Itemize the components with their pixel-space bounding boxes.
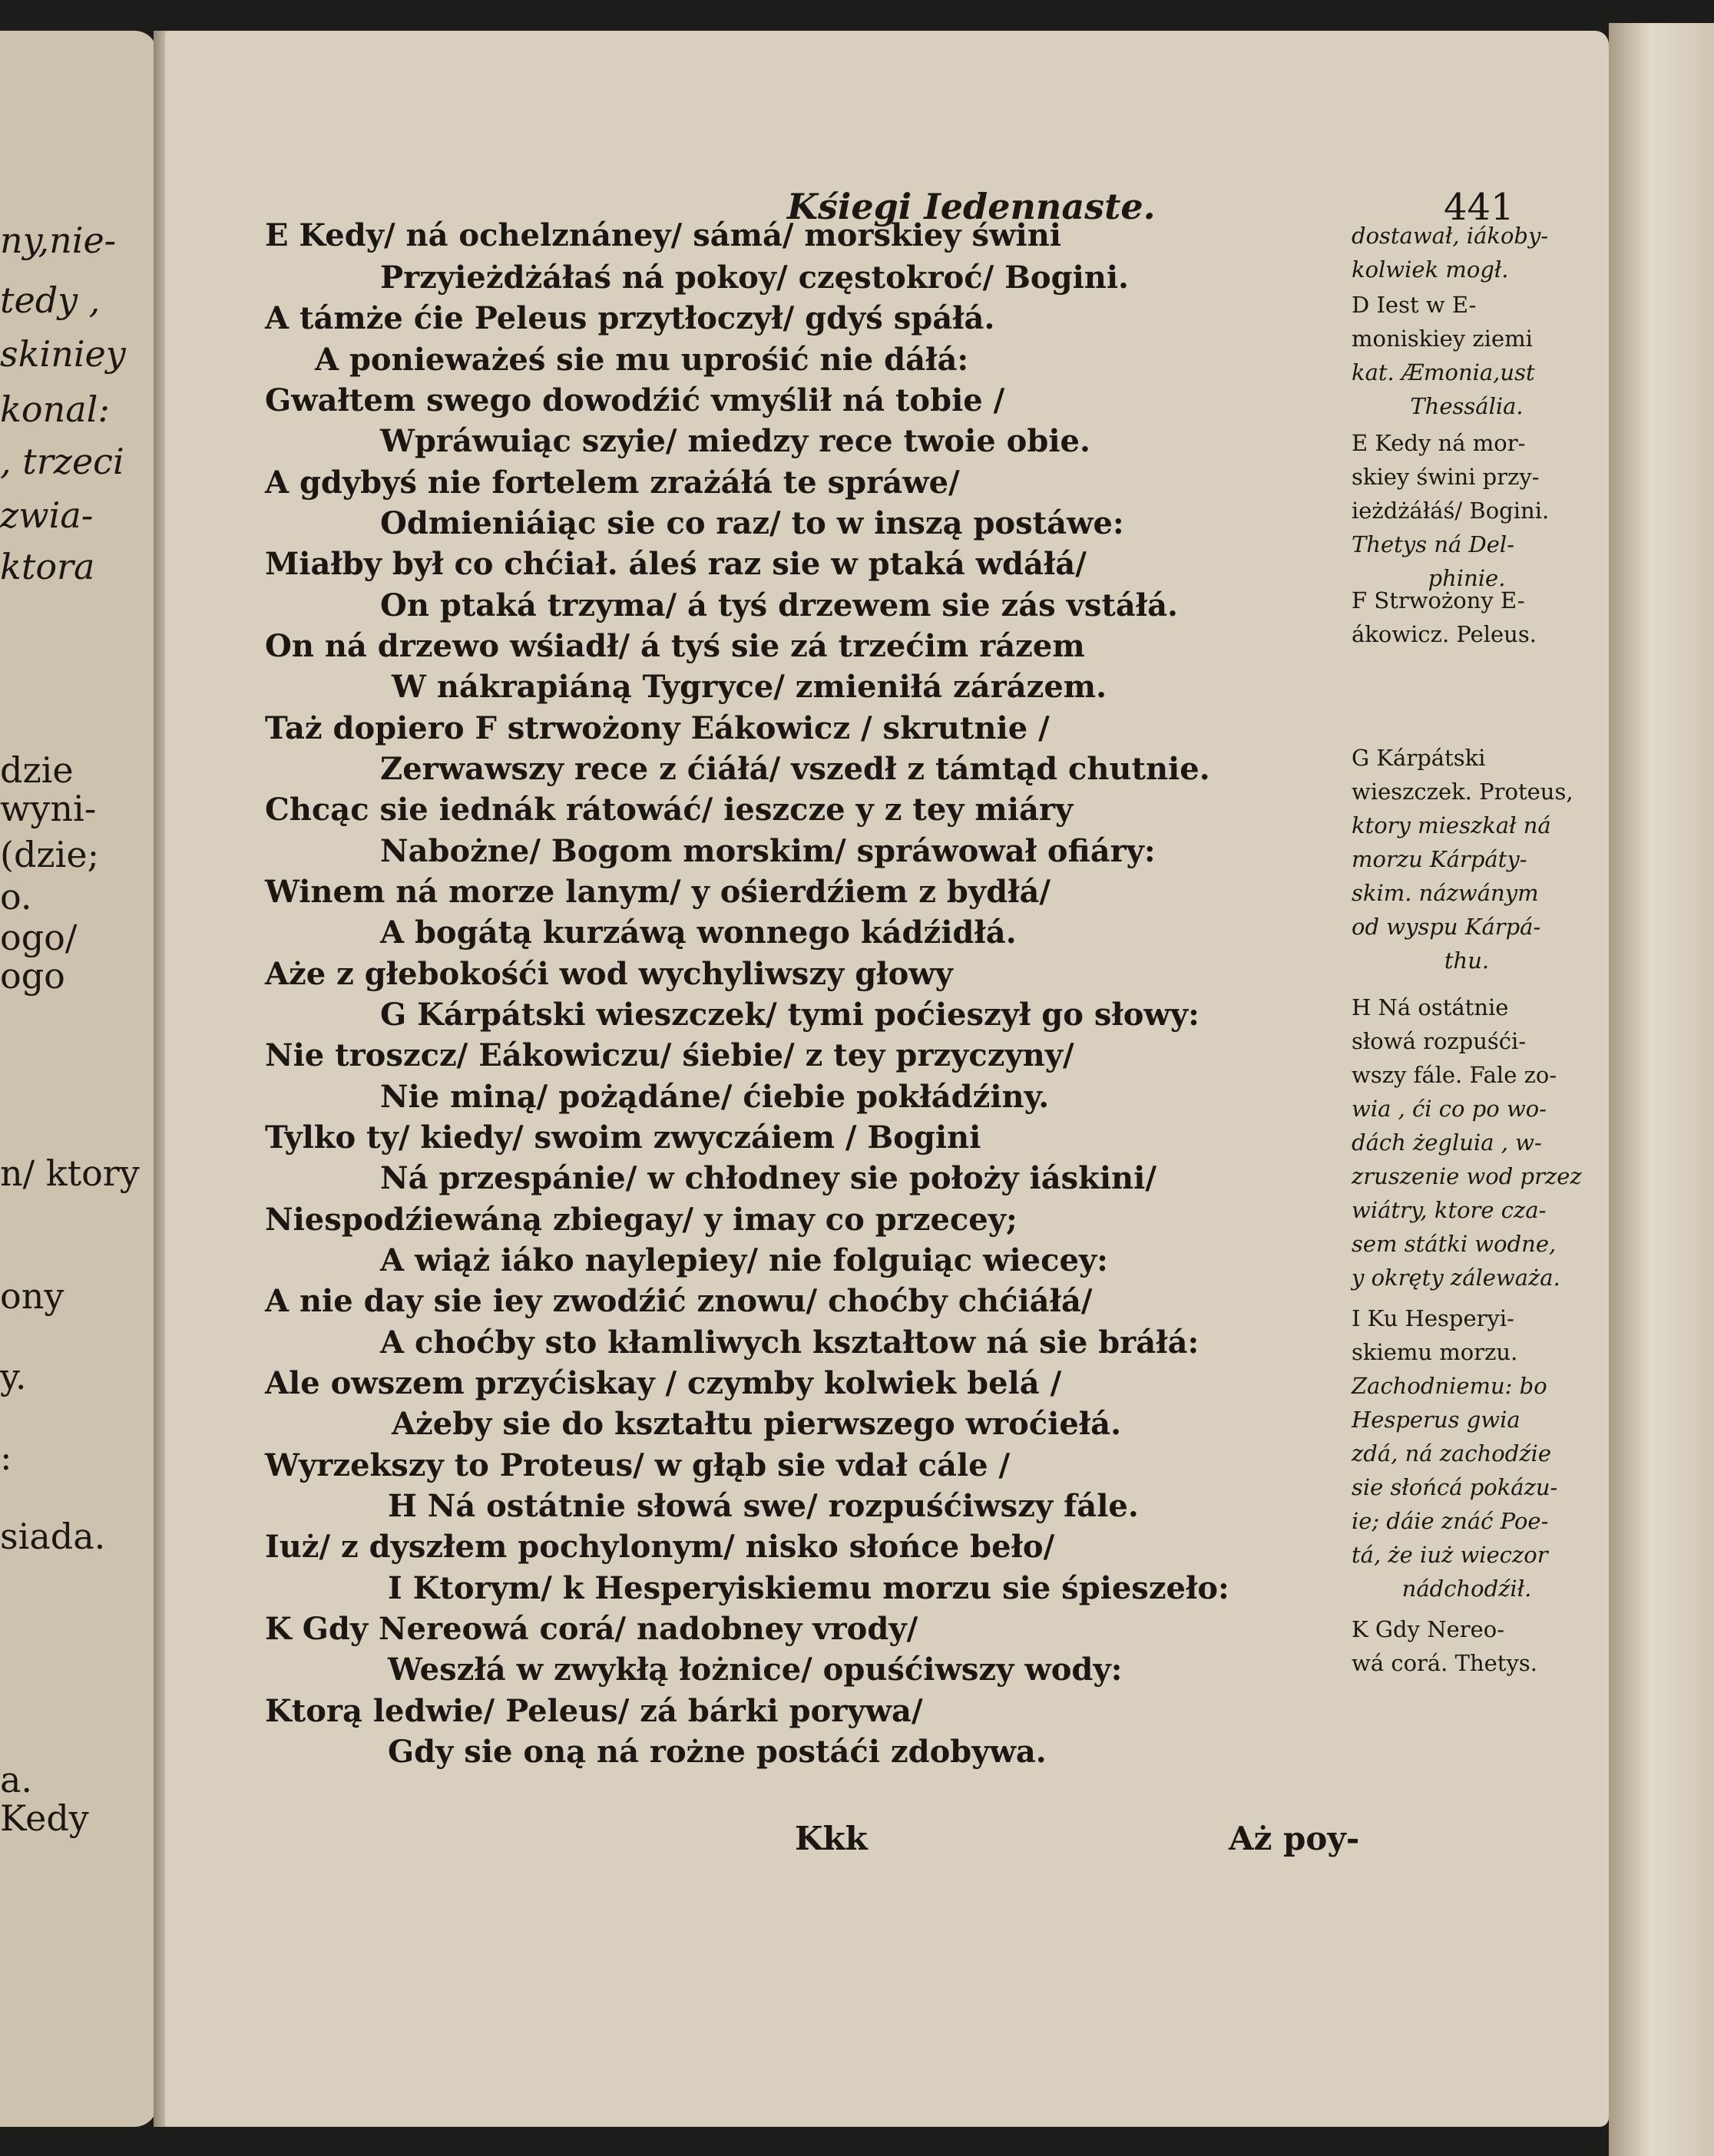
gloss-note <box>1352 219 1582 286</box>
left-page-line: y. <box>0 1356 27 1397</box>
gloss-line: ieżdżáłáś/ Bogini. <box>1352 498 1550 524</box>
gloss-line: dách żegluia , w- <box>1352 1129 1542 1156</box>
gloss-line: phinie. <box>1428 565 1506 591</box>
gloss-line: D Iest w E- <box>1352 292 1477 318</box>
gloss-line: thu. <box>1444 947 1490 974</box>
gloss-line: ktory mieszkał ná <box>1352 812 1551 838</box>
verse-line: Nabożne/ Bogom morskim/ spráwował ofiáry: <box>380 833 1156 869</box>
verse-line: Ná przespánie/ w chłodney sie położy iáskini/ <box>380 1160 1156 1196</box>
gloss-line: y okręty záleważa. <box>1352 1265 1560 1291</box>
gloss-line: od wyspu Kárpá- <box>1352 914 1541 940</box>
verse-line: G Kárpátski wieszczek/ tymi poćieszył go słowy: <box>380 997 1199 1033</box>
gloss-line: Thetys ná Del- <box>1352 531 1514 557</box>
gloss-line: H Ná ostátnie <box>1352 994 1509 1020</box>
gloss-line: kat. Æmonia,ust <box>1352 359 1535 385</box>
left-page-line: konal: <box>0 389 110 430</box>
gloss-line: I Ku Hesperyi- <box>1352 1305 1514 1331</box>
verse-line: Niespodźiewáną zbiegay/ y imay co przecey; <box>265 1202 1017 1238</box>
verse-line: H Ná ostátnie słowá swe/ rozpuśćiwszy fále. <box>388 1488 1139 1524</box>
left-page-line: ony <box>0 1275 65 1317</box>
verse-line: Iuż/ z dyszłem pochylonym/ nisko słońce beło/ <box>265 1529 1055 1565</box>
page-number: 441 <box>1444 186 1514 229</box>
verse-line: A bogátą kurzáwą wonnego kádźidłá. <box>380 914 1017 951</box>
left-page-line: zwia- <box>0 494 94 536</box>
catchword: Aż poy- <box>1229 1820 1360 1857</box>
gloss-line: moniskiey ziemi <box>1352 326 1533 352</box>
left-page-line: skiniey <box>0 333 126 375</box>
gloss-line: Zachodniemu: bo <box>1352 1373 1547 1399</box>
gloss-note <box>1352 741 1582 977</box>
verse-line: Chcąc sie iednák rátowáć/ ieszcze y z tey miáry <box>265 792 1074 828</box>
gloss-line: wszy fále. Fale zo- <box>1352 1062 1557 1088</box>
verse-line: A gdybyś nie fortelem zrażáłá te spráwe/ <box>265 465 960 501</box>
verse-line: Winem ná morze lanym/ y ośierdźiem z bydłá/ <box>265 874 1051 910</box>
verse-line: A wiąż iáko naylepiey/ nie folguiąc wiecey: <box>380 1242 1108 1278</box>
verse-line: Aże z głebokośći wod wychyliwszy głowy <box>265 956 953 992</box>
verse-line: Taż dopiero F strwożony Eákowicz / skrutnie / <box>265 710 1050 746</box>
gloss-line: wia , ći co po wo- <box>1352 1096 1547 1122</box>
gloss-line: ie; dáie znáć Poe- <box>1352 1508 1549 1534</box>
left-page-line: ktora <box>0 546 95 587</box>
gloss-line: nádchodźił. <box>1401 1576 1532 1602</box>
left-page-line: ny,nie- <box>0 220 117 261</box>
verse-line: Gwałtem swego dowodźić vmyślił ná tobie / <box>265 382 1005 418</box>
gloss-line: tá, że iuż wieczor <box>1352 1542 1548 1568</box>
verse-line: On ná drzewo wśiadł/ á tyś sie zá trzećim rázem <box>265 628 1085 664</box>
gloss-note <box>1352 1612 1582 1680</box>
verse-line: A choćby sto kłamliwych kształtow ná sie bráłá: <box>380 1324 1199 1361</box>
gloss-line: skiemu morzu. <box>1352 1339 1518 1365</box>
gloss-line: wá corá. Thetys. <box>1352 1650 1537 1676</box>
verse-line: Przyieżdżáłaś ná pokoy/ częstokroć/ Bogini. <box>380 260 1129 296</box>
verse-line: Zerwawszy rece z ćiáłá/ vszedł z támtąd chutnie. <box>380 751 1210 787</box>
gloss-line: skim. názwánym <box>1352 880 1539 906</box>
gloss-line: słowá rozpuśći- <box>1352 1028 1527 1054</box>
left-page-line: n/ ktory <box>0 1152 140 1194</box>
gloss-line: sie słońcá pokázu- <box>1352 1474 1558 1500</box>
gloss-line: ákowicz. Peleus. <box>1352 621 1537 647</box>
verse-line: Weszłá w zwykłą łożnice/ opuśćiwszy wody: <box>388 1652 1123 1688</box>
verse-line: Nie troszcz/ Eákowiczu/ śiebie/ z tey przyczyny/ <box>265 1037 1074 1073</box>
gloss-note <box>1352 990 1582 1295</box>
gloss-note <box>1352 288 1582 423</box>
gloss-line: kolwiek mogł. <box>1352 256 1509 283</box>
left-page-line: ogo <box>0 955 65 997</box>
page-edges <box>1609 23 1714 2156</box>
running-header: Kśiegi Iedennaste. <box>787 186 1156 227</box>
gloss-line: G Kárpátski <box>1352 745 1486 771</box>
verse-line: A támże ćie Peleus przytłoczył/ gdyś spáłá. <box>265 300 995 336</box>
gloss-line: Hesperus gwia <box>1352 1407 1520 1433</box>
left-page-line: : <box>0 1437 12 1478</box>
gloss-line: zdá, ná zachodźie <box>1352 1440 1551 1467</box>
left-page-line: wyni- <box>0 788 97 829</box>
verse-line: Ktorą ledwie/ Peleus/ zá bárki porywa/ <box>265 1693 923 1729</box>
gloss-note <box>1352 1301 1582 1605</box>
verse-line: A ponieważeś sie mu uprośić nie dáłá: <box>315 342 969 378</box>
gloss-line: K Gdy Nereo- <box>1352 1616 1505 1642</box>
left-page-line: siada. <box>0 1516 106 1557</box>
left-page-fragment <box>0 31 157 2127</box>
verse-line: A nie day sie iey zwodźić znowu/ choćby chćiáłá/ <box>265 1283 1093 1319</box>
gloss-line: dostawał, iákoby- <box>1352 223 1549 249</box>
verse-line: K Gdy Nereowá corá/ nadobney vrody/ <box>265 1611 918 1647</box>
verse-line: W nákrapiáną Tygryce/ zmieniłá zárázem. <box>392 669 1107 705</box>
gloss-note <box>1352 426 1582 595</box>
left-page-line: o. <box>0 876 32 918</box>
left-page-line: Kedy <box>0 1797 89 1839</box>
left-page-line: tedy , <box>0 279 101 321</box>
left-page-line: a. <box>0 1759 33 1801</box>
verse-line: Wyrzekszy to Proteus/ w głąb sie vdał cále / <box>265 1447 1011 1483</box>
verse-line: Odmieniáiąc sie co raz/ to w inszą postáwe: <box>380 505 1124 541</box>
verse-line: Gdy sie oną ná rożne postáći zdobywa. <box>388 1734 1047 1770</box>
left-page-line: ogo/ <box>0 917 78 958</box>
left-page-line: (dzie; <box>0 834 100 875</box>
verse-line: E Kedy/ ná ochelznáney/ sámá/ morskiey świni <box>265 217 1061 253</box>
gloss-line: morzu Kárpáty- <box>1352 846 1527 872</box>
left-page-line: dzie <box>0 749 74 791</box>
gloss-line: F Strwożony E- <box>1352 587 1525 613</box>
gloss-line: zruszenie wod przez <box>1352 1163 1582 1189</box>
gloss-line: E Kedy ná mor- <box>1352 430 1526 456</box>
verse-line: Nie miną/ pożądáne/ ćiebie pokłádźiny. <box>380 1079 1050 1115</box>
signature-mark: Kkk <box>795 1820 868 1857</box>
left-page-line: , trzeci <box>0 441 124 482</box>
gloss-line: sem státki wodne, <box>1352 1231 1557 1257</box>
gloss-line: Thessália. <box>1410 393 1524 419</box>
verse-line: Tylko ty/ kiedy/ swoim zwyczáiem / Bogini <box>265 1119 981 1156</box>
gloss-note <box>1352 584 1582 651</box>
right-page <box>165 31 1609 2127</box>
gloss-line: wiátry, ktore cza- <box>1352 1197 1547 1223</box>
gloss-line: skiey świni przy- <box>1352 464 1540 490</box>
verse-line: On ptaká trzyma/ á tyś drzewem sie zás vstáłá. <box>380 587 1178 623</box>
verse-line: Miałby był co chćiał. áleś raz sie w ptaká wdáłá/ <box>265 546 1087 582</box>
verse-line: Ale owszem przyćiskay / czymby kolwiek belá / <box>265 1365 1062 1401</box>
verse-line: Wpráwuiąc szyie/ miedzy rece twoie obie. <box>380 423 1090 459</box>
verse-line: Ażeby sie do kształtu pierwszego wroćiełá. <box>392 1406 1122 1442</box>
verse-line: I Ktorym/ k Hesperyiskiemu morzu sie śpieszeło: <box>388 1570 1229 1606</box>
gloss-line: wieszczek. Proteus, <box>1352 779 1573 805</box>
